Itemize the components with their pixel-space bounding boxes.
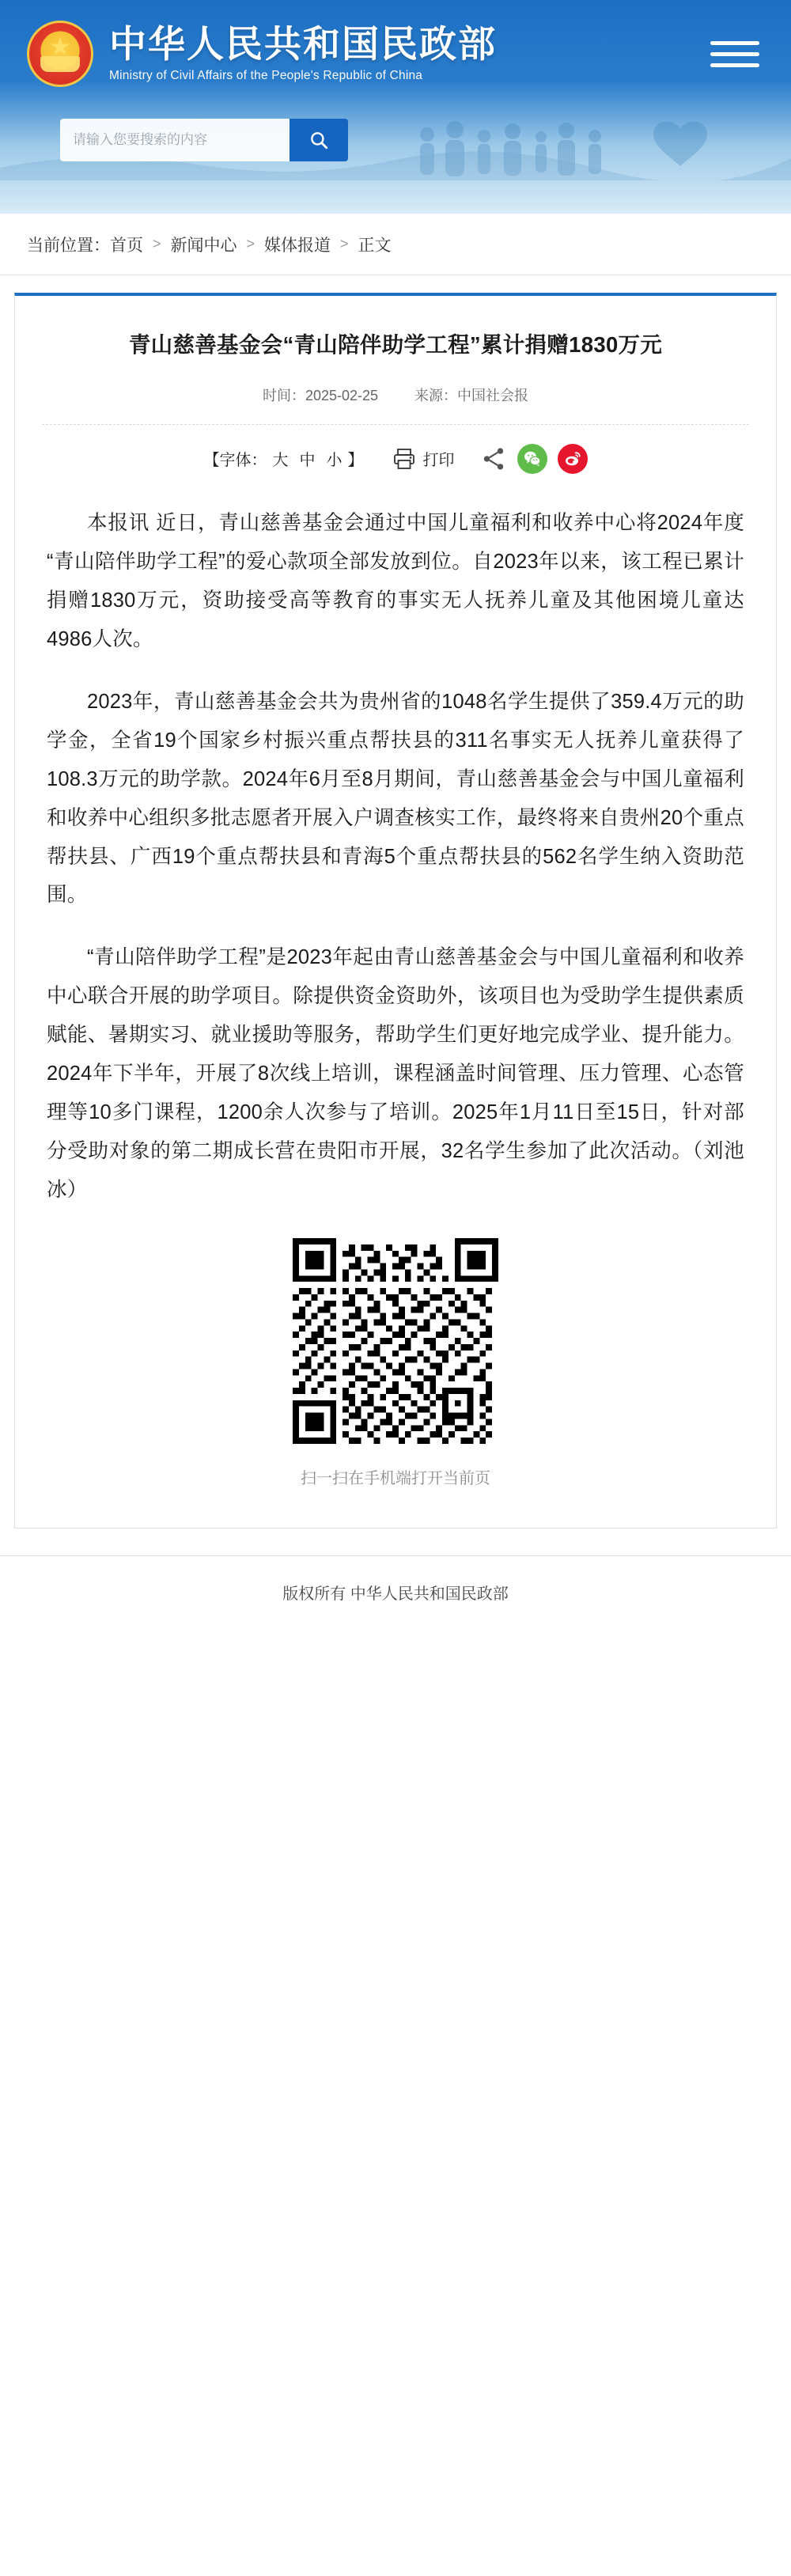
fontsize-control <box>204 447 364 470</box>
search-bar <box>60 119 348 161</box>
fontsize-label-end: 】 <box>347 452 364 470</box>
qr-code-icon <box>293 1238 498 1444</box>
site-title-en: Ministry of Civil Affairs of the People's Republic of China <box>109 69 423 83</box>
fontsize-large-button[interactable]: 大 <box>272 452 289 470</box>
search-icon <box>308 130 329 150</box>
breadcrumb-item-current: 正文 <box>358 236 392 255</box>
weibo-icon[interactable] <box>558 444 588 474</box>
print-label: 打印 <box>422 452 455 470</box>
header-top-bar <box>0 0 791 87</box>
article-paragraph-1: 本报讯 近日，青山慈善基金会通过中国儿童福利和收养中心将2024年度“青山陪伴助学工程”的爱心款项全部发放到位。自2023年以来，该工程已累计捐赠1830万元，资助接受高等教育的事实无人抚养儿童及其他困境儿童达4986人次。 <box>47 511 744 650</box>
site-footer <box>0 1555 791 1628</box>
article-title: 青山慈善基金会“青山陪伴助学工程”累计捐赠1830万元 <box>128 332 663 357</box>
menu-bar-3 <box>710 63 759 67</box>
article-source-label: 来源： <box>414 387 458 403</box>
site-header <box>0 0 791 214</box>
article-card <box>14 293 777 1529</box>
article-paragraph-3: “青山陪伴助学工程”是2023年起由青山慈善基金会与中国儿童福利和收养中心联合开展的助学项目。除提供资金资助外，该项目也为受助学生提供素质赋能、暑期实习、就业援助等服务，帮助学生们更好地完成学业、提升能力。2024年下半年，开展了8次线上培训，课程涵盖时间管理、压力管理、心态管理等10多门课程，1200余人次参与了培训。2025年1月11日至15日，针对部分受助对象的第二期成长营在贵阳市开展，32名学生参加了此次活动。（刘池冰） <box>47 946 744 1202</box>
breadcrumb-item-home[interactable]: 首页 <box>110 236 143 255</box>
breadcrumb-separator-2: > <box>246 236 255 252</box>
site-title-block <box>109 22 702 84</box>
share-icons <box>480 444 588 474</box>
breadcrumb-separator-1: > <box>153 236 161 252</box>
breadcrumb-item-news-center[interactable]: 新闻中心 <box>170 236 237 255</box>
national-emblem-icon <box>27 21 93 87</box>
breadcrumb-item-media-report[interactable]: 媒体报道 <box>264 236 331 255</box>
weibo-glyph <box>563 449 582 468</box>
qr-section <box>42 1238 749 1520</box>
wechat-glyph <box>523 449 542 468</box>
search-input[interactable] <box>60 119 290 161</box>
hamburger-menu-icon[interactable] <box>710 36 759 72</box>
wechat-icon[interactable] <box>517 444 547 474</box>
fontsize-small-button[interactable]: 小 <box>326 452 343 470</box>
breadcrumb <box>0 214 791 275</box>
article-paragraph-2: 2023年，青山慈善基金会共为贵州省的1048名学生提供了359.4万元的助学金，全省19个国家乡村振兴重点帮扶县的311名事实无人抚养儿童获得了108.3万元的助学款。2024年6月至8月期间，青山慈善基金会与中国儿童福利和收养中心组织多批志愿者开展入户调查核实工作，最终将来自贵州20个重点帮扶县、广西19个重点帮扶县和青海5个重点帮扶县的562名学生纳入资助范围。 <box>47 690 744 907</box>
share-nodes-icon[interactable] <box>480 445 507 472</box>
menu-bar-2 <box>710 52 759 56</box>
fontsize-medium-button[interactable]: 中 <box>299 452 316 470</box>
article-source <box>414 385 528 405</box>
article-toolbar <box>42 444 749 494</box>
menu-bar-1 <box>710 41 759 45</box>
article-time-label: 时间： <box>262 387 305 403</box>
printer-icon <box>392 448 416 470</box>
fontsize-label: 【字体： <box>203 452 267 470</box>
article-source-value: 中国社会报 <box>457 387 529 403</box>
print-button[interactable] <box>392 447 455 470</box>
article-body <box>42 494 749 1210</box>
article-meta <box>42 385 749 425</box>
search-button[interactable] <box>290 119 348 161</box>
breadcrumb-label: 当前位置： <box>27 236 110 255</box>
article-time-value: 2025-02-25 <box>305 387 379 403</box>
article-time <box>263 385 378 405</box>
footer-copyright: 版权所有 中华人民共和国民政部 <box>282 1585 509 1604</box>
site-title-cn: 中华人民共和国民政部 <box>109 22 497 65</box>
breadcrumb-separator-3: > <box>340 236 349 252</box>
qr-caption: 扫一扫在手机端打开当前页 <box>301 1470 490 1488</box>
